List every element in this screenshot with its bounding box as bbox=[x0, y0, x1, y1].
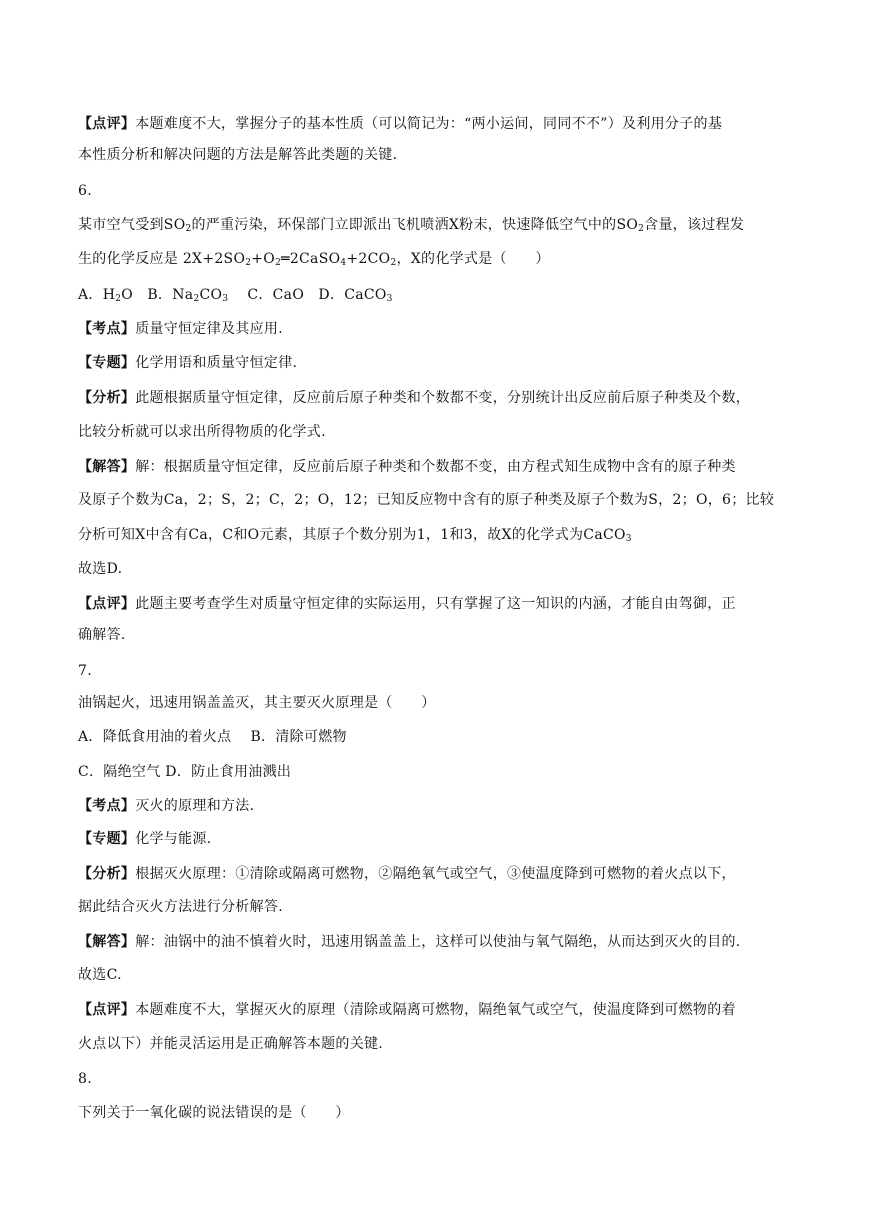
question-6-options: A．$H_2O$ B．$Na_2CO_3$ C．CaO D．CaCO$_3$ bbox=[78, 287, 393, 304]
q6-zhuanti: 【专题】化学用语和质量守恒定律. bbox=[78, 355, 298, 371]
question-7-options-line-1: A．降低食用油的着火点 B．清除可燃物 bbox=[78, 729, 347, 745]
question-7-options-line-2: C．隔绝空气 D．防止食用油溅出 bbox=[78, 764, 292, 780]
question-6-number: 6. bbox=[78, 183, 92, 199]
q6-jieda-line-2: 及原子个数为Ca，2；S，2；C，2；O，12；已知反应物中含有的原子种类及原子个数为S，2；O，6；比较 bbox=[78, 492, 775, 508]
q7-zhuanti: 【专题】化学与能源. bbox=[78, 831, 212, 847]
q6-jieda-line-1: 【解答】解：根据质量守恒定律，反应前后原子种类和个数都不变，由方程式知生成物中含有的原子种类 bbox=[78, 459, 736, 475]
q5-review-line-1: 【点评】本题难度不大，掌握分子的基本性质（可以简记为：“两小运间，同同不不”）及利用分子的基 bbox=[78, 116, 723, 132]
q6-fenxi-line-2: 比较分析就可以求出所得物质的化学式. bbox=[78, 424, 326, 440]
question-8-stem: 下列关于一氧化碳的说法错误的是（ ） bbox=[78, 1105, 350, 1121]
q6-kaodian: 【考点】质量守恒定律及其应用. bbox=[78, 321, 283, 337]
q6-fenxi-line-1: 【分析】此题根据质量守恒定律，反应前后原子种类和个数都不变，分别统计出反应前后原子种类及个数， bbox=[78, 390, 751, 406]
q6-review-line-2: 确解答. bbox=[78, 627, 126, 643]
q6-jieda-line-3: 分析可知X中含有Ca，C和O元素，其原子个数分别为1，1和3，故X的化学式为CaCO$_3$ bbox=[78, 527, 632, 544]
q5-review-line-2: 本性质分析和解决问题的方法是解答此类题的关键. bbox=[78, 147, 398, 163]
question-6-stem-line-1: 某市空气受到$SO_2$的严重污染，环保部门立即派出飞机喷洒X粉末，快速降低空气中的$SO_2$含量，该过程发 bbox=[78, 217, 745, 234]
q7-fenxi-line-2: 据此结合灭火方法进行分析解答. bbox=[78, 899, 283, 915]
review-tag: 【点评】 bbox=[78, 116, 136, 132]
q7-fenxi-line-1: 【分析】根据灭火原理：①清除或隔离可燃物，②隔绝氧气或空气，③使温度降到可燃物的着火点以下， bbox=[78, 866, 736, 882]
q7-review-line-1: 【点评】本题难度不大，掌握灭火的原理（清除或隔离可燃物，隔绝氧气或空气，使温度降到可燃物的着 bbox=[78, 1002, 736, 1018]
question-6-stem-line-2: 生的化学反应是 $2X+2SO_2+O_2═2CaSO_4+2CO_2$，X的化学式是（ ） bbox=[78, 251, 550, 268]
question-8-number: 8. bbox=[78, 1071, 92, 1087]
q7-jieda: 【解答】解：油锅中的油不慎着火时，迅速用锅盖盖上，这样可以使油与氧气隔绝，从而达到灭火的目的. bbox=[78, 934, 741, 950]
q7-answer: 故选C. bbox=[78, 967, 122, 983]
q7-review-line-2: 火点以下）并能灵活运用是正确解答本题的关键. bbox=[78, 1036, 384, 1052]
question-7-number: 7. bbox=[78, 663, 92, 679]
q6-review-line-1: 【点评】此题主要考查学生对质量守恒定律的实际运用，只有掌握了这一知识的内涵，才能自由驾御，正 bbox=[78, 596, 736, 612]
question-7-stem: 油锅起火，迅速用锅盖盖灭，其主要灭火原理是（ ） bbox=[78, 695, 436, 711]
q6-answer: 故选D. bbox=[78, 561, 123, 577]
q7-kaodian: 【考点】灭火的原理和方法. bbox=[78, 798, 255, 814]
